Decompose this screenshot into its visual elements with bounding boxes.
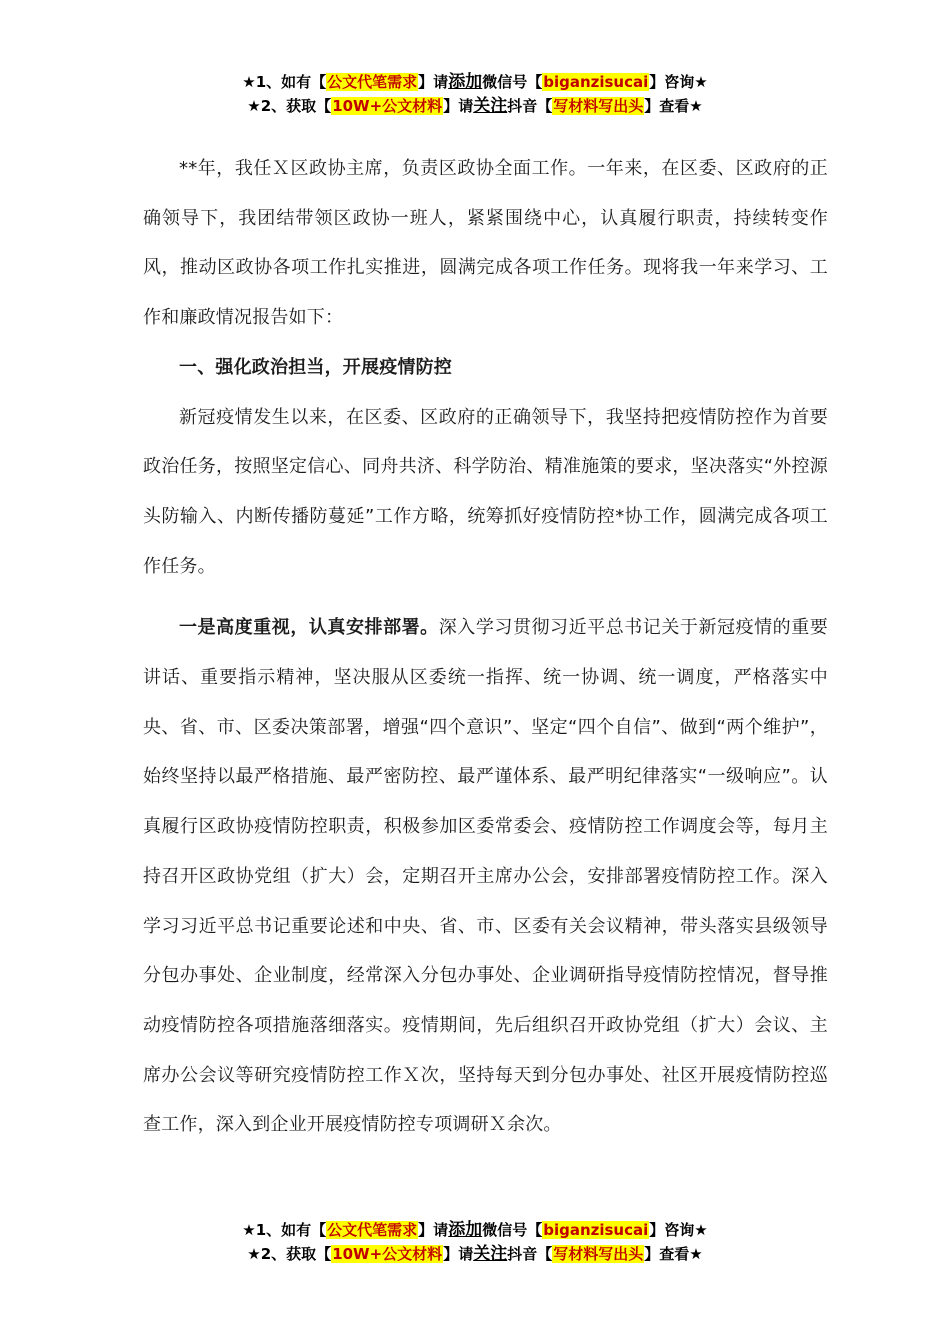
point-lead: 一是高度重视，认真安排部署。 <box>179 617 439 639</box>
footer-banner-line-1: ★1、如有【公文代笔需求】请添加微信号【biganzisucai】咨询★ <box>242 1220 708 1240</box>
footer-highlight-douyin-account: 写材料写出头 <box>553 1245 644 1263</box>
footer-banner <box>0 1218 950 1266</box>
banner-line-2: ★2、获取【10W+公文材料】请关注抖音【写材料写出头】查看★ <box>247 96 703 116</box>
banner-line-1: ★1、如有【公文代笔需求】请添加微信号【biganzisucai】咨询★ <box>242 72 708 92</box>
section-heading: 一、强化政治担当，开展疫情防控 <box>179 356 452 378</box>
point-text: 深入学习贯彻习近平总书记关于新冠疫情的重要讲话、重要指示精神，坚决服从区委统一指挥、统一协调、统一调度，严格落实中央、省、市、区委决策部署，增强“四个意识”、坚定“四个自信”、做到“两个维护”，始终坚持以最严格措施、最严密防控、最严谨体系、最严明纪律落实“一级响应”。认真履行区政协疫情防控职责，积极参加区委常委会、疫情防控工作调度会等，每月主持召开区政协党组（扩大）会，定期召开主席办公会，安排部署疫情防控工作。深入学习习近平总书记重要论述和中央、省、市、区委有关会议精神，带头落实县级领导分包办事处、企业制度，经常深入分包办事处、企业调研指导疫情防控情况，督导推动疫情防控各项措施落细落实。疫情期间，先后组织召开政协党组（扩大）会议、主席办公会议等研究疫情防控工作Ｘ次，坚持每天到分包办事处、社区开展疫情防控巡查工作，深入到企业开展疫情防控专项调研Ｘ余次。 <box>143 617 828 1136</box>
footer-banner-line-2: ★2、获取【10W+公文材料】请关注抖音【写材料写出头】查看★ <box>247 1244 703 1264</box>
highlight-writing-service: 公文代笔需求 <box>327 73 418 91</box>
highlight-wechat-id: biganzisucai <box>543 73 649 91</box>
footer-underlined-add: 添加 <box>448 1220 483 1240</box>
intro-paragraph: **年，我任Ｘ区政协主席，负责区政协全面工作。一年来，在区委、区政府的正确领导下，我团结带领区政协一班人，紧紧围绕中心，认真履行职责，持续转变作风，推动区政协各项工作扎实推进，圆满完成各项工作任务。现将我一年来学习、工作和廉政情况报告如下： <box>143 158 828 329</box>
footer-highlight-materials: 10W+公文材料 <box>332 1245 443 1263</box>
header-banner <box>0 70 950 118</box>
footer-highlight-wechat-id: biganzisucai <box>543 1221 649 1239</box>
point-paragraph <box>143 603 828 1150</box>
highlight-douyin-account: 写材料写出头 <box>553 97 644 115</box>
section-paragraph: 新冠疫情发生以来，在区委、区政府的正确领导下，我坚持把疫情防控作为首要政治任务，按照坚定信心、同舟共济、科学防治、精准施策的要求，坚决落实“外控源头防输入、内断传播防蔓延”工作方略，统筹抓好疫情防控*协工作，圆满完成各项工作任务。 <box>143 406 828 577</box>
underlined-follow: 关注 <box>473 96 508 116</box>
highlight-materials: 10W+公文材料 <box>332 97 443 115</box>
underlined-add: 添加 <box>448 72 483 92</box>
footer-highlight-writing-service: 公文代笔需求 <box>327 1221 418 1239</box>
document-body <box>143 144 828 1150</box>
footer-underlined-follow: 关注 <box>473 1244 508 1264</box>
